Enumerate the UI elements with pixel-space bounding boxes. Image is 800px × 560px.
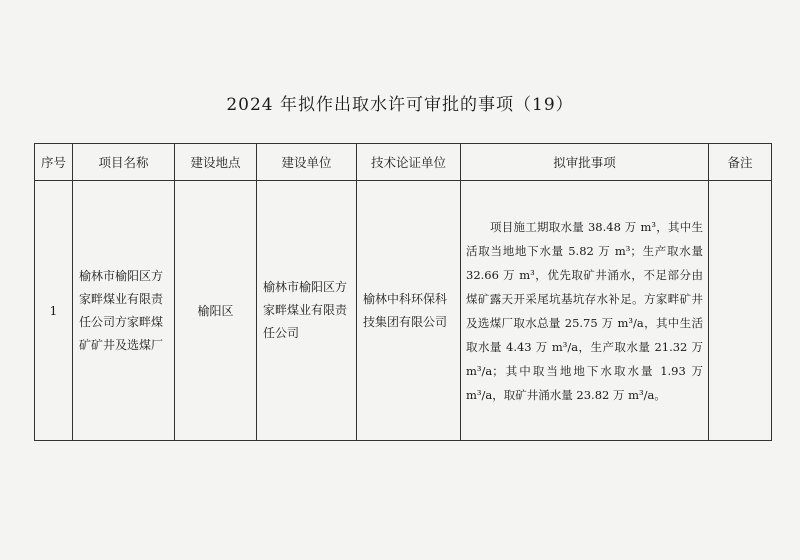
cell-no: 1 — [35, 181, 73, 441]
cell-tech-unit — [357, 181, 461, 441]
cell-approval-matters — [461, 181, 709, 441]
cell-remarks — [709, 181, 772, 441]
tech-unit-text: 榆林中科环保科技集团有限公司 — [363, 291, 448, 329]
cell-construction-unit — [257, 181, 357, 441]
header-construction-unit: 建设单位 — [257, 144, 357, 181]
header-remarks: 备注 — [709, 144, 772, 181]
header-tech-unit: 技术论证单位 — [357, 144, 461, 181]
header-project-name: 项目名称 — [73, 144, 175, 181]
header-location: 建设地点 — [175, 144, 257, 181]
cell-project-name — [73, 181, 175, 441]
construction-unit-text: 榆林市榆阳区方家畔煤业有限责任公司 — [263, 280, 348, 340]
approval-matters-text: 项目施工期取水量 38.48 万 m³，其中生活取当地地下水量 5.82 万 m³；生产取水量 32.66 万 m³，优先取矿井涌水，不足部分由煤矿露天开采尾坑基坑存水补足。方家畔矿井及选煤厂取水总量 25.75 万 m³/a，其中生活取水量 4.43 万 m³/a，生产取水量 21.32 万 m³/a；其中取当地地下水取水量 1.93 万 m³/a，取矿井涌水量 23.82 万 m³/a。 — [466, 219, 703, 402]
table-row — [35, 181, 772, 441]
cell-location: 榆阳区 — [175, 181, 257, 441]
table-header-row — [35, 144, 772, 181]
header-no: 序号 — [35, 144, 73, 181]
document-title: 2024 年拟作出取水许可审批的事项（19） — [226, 95, 574, 115]
approval-table — [34, 143, 772, 441]
header-approval-matters: 拟审批事项 — [461, 144, 709, 181]
project-name-text: 榆林市榆阳区方家畔煤业有限责任公司方家畔煤矿矿井及选煤厂 — [79, 268, 164, 352]
